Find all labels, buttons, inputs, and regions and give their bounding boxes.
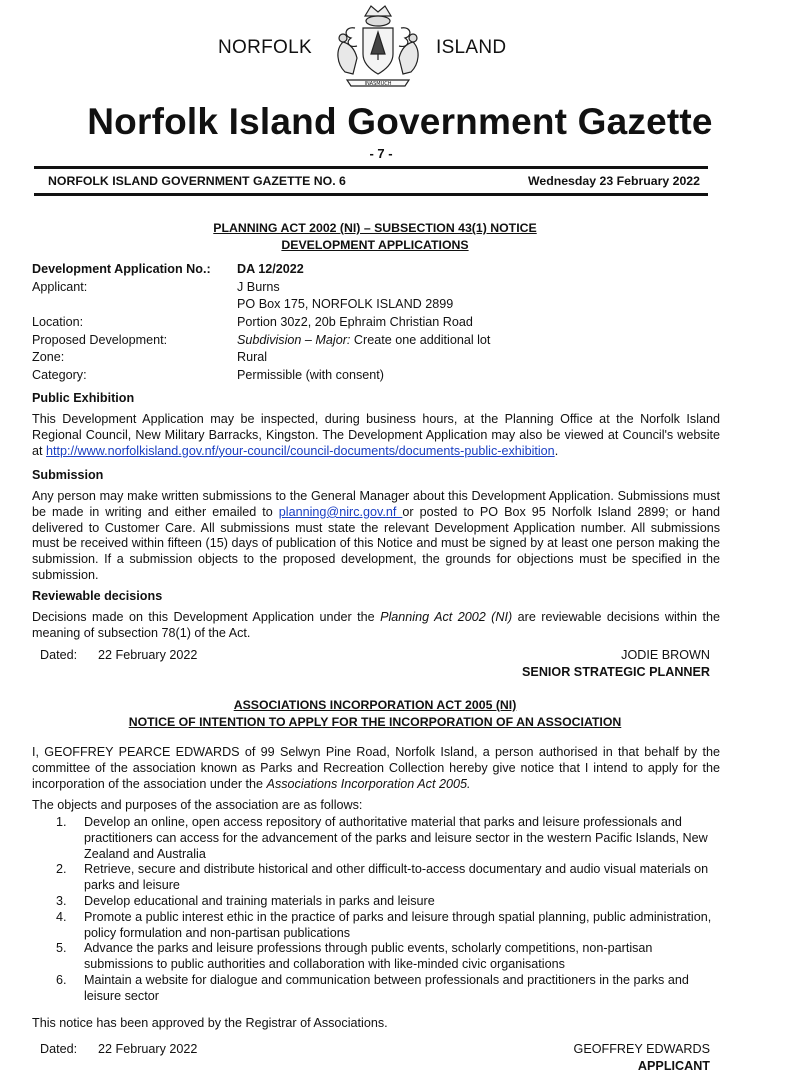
object-item-number: 4.	[56, 909, 67, 924]
object-item-text: Promote a public interest ethic in the practice of parks and leisure through spatial planning, public administration, policy formulation and non-partisan publications	[84, 909, 712, 940]
submission-body-1: Any person may make written submissions to the General Manager about this Development Application. Submissions must be made in writing and either emailed to	[32, 489, 720, 519]
proposed-value-desc: Create one additional lot	[350, 332, 491, 347]
detail-row-applicant	[32, 280, 732, 298]
reviewable-text	[32, 610, 720, 642]
notice2-signatory-title: APPLICANT	[637, 1059, 710, 1073]
object-item-text: Maintain a website for dialogue and communication between professionals and practitioners in the parks and leisure sector	[84, 972, 689, 1003]
applicant-address: PO Box 175, NORFOLK ISLAND 2899	[237, 297, 454, 312]
notice1-dated	[40, 648, 198, 664]
applicant-label: Applicant:	[32, 279, 88, 294]
objects-intro: The objects and purposes of the association are as follows:	[32, 798, 363, 812]
object-item	[32, 862, 722, 894]
objects-list	[32, 815, 722, 1005]
detail-row-zone	[32, 350, 732, 368]
notice2-intro	[32, 745, 720, 792]
submission-body-2: or posted to PO Box 95 Norfolk Island 2899; or hand delivered to Customer Care. All submissions must state the relevant Development Application number. All submissions must be received within fifteen (15) days of publication of this Notice and must be signed by at least one person making the submission. If a submission objects to the proposed development, the grounds for objections must be specified in the submission.	[32, 504, 720, 582]
gazette-title: Norfolk Island Government Gazette	[87, 101, 713, 142]
notice1-heading-1: PLANNING ACT 2002 (NI) – SUBSECTION 43(1) NOTICE	[213, 221, 537, 235]
planning-act-citation: Planning Act 2002 (NI)	[380, 610, 513, 624]
notice2-heading-2: NOTICE OF INTENTION TO APPLY FOR THE INCORPORATION OF AN ASSOCIATION	[128, 715, 622, 729]
detail-row-applicant-address	[32, 297, 732, 315]
page-number: - 7 -	[369, 146, 393, 161]
zone-value: Rural	[237, 350, 268, 365]
coat-of-arms-icon	[325, 2, 431, 94]
object-item-number: 6.	[56, 972, 67, 987]
associations-act-citation: Associations Incorporation Act 2005.	[266, 776, 471, 791]
object-item	[32, 973, 722, 1005]
proposed-value	[237, 333, 490, 349]
notice2-intro-body: I, GEOFFREY PEARCE EDWARDS of 99 Selwyn Pine Road, Norfolk Island, a person authorised in that behalf by the committee of the association known as Parks and Recreation Collection hereby give notice that I intend to apply for the incorporation of the association under the	[32, 745, 720, 791]
gazette-number: NORFOLK ISLAND GOVERNMENT GAZETTE NO. 6	[48, 174, 346, 188]
masthead-right-word: ISLAND	[436, 37, 507, 58]
issue-date: Wednesday 23 February 2022	[527, 174, 700, 188]
category-label: Category:	[32, 368, 87, 383]
object-item-number: 1.	[56, 815, 67, 829]
object-item-number: 2.	[56, 862, 67, 877]
location-label: Location:	[32, 315, 84, 330]
issue-banner	[48, 174, 700, 190]
notice2-dated-value: 22 February 2022	[98, 1042, 198, 1056]
notice1-heading-2: DEVELOPMENT APPLICATIONS	[281, 238, 469, 252]
public-exhibition-heading: Public Exhibition	[32, 391, 135, 405]
banner-top-rule	[34, 166, 708, 169]
application-details	[32, 262, 732, 386]
notice2-signatory-name: GEOFFREY EDWARDS	[573, 1042, 710, 1056]
detail-row-proposed	[32, 333, 732, 351]
public-exhibition-text	[32, 412, 720, 459]
public-exhibition-body: This Development Application may be inspected, during business hours, at the Planning Office at the Norfolk Island Regional Council, New Military Barracks, Kingston. The Development Application may also be viewed at Council's website at	[32, 412, 720, 458]
submission-heading: Submission	[32, 468, 104, 482]
planning-email-link[interactable]: planning@nirc.gov.nf	[278, 504, 403, 519]
object-item-text: Advance the parks and leisure professions through public events, scholarly competitions, non-partisan submissions to public authorities and collaboration with like-minded civic organisations	[84, 941, 653, 972]
app-no-value: DA 12/2022	[237, 262, 304, 276]
masthead-left-word: NORFOLK	[218, 37, 312, 58]
detail-row-category	[32, 368, 732, 386]
crest-motto: INASMUCH	[364, 81, 392, 87]
submission-text	[32, 489, 720, 584]
notice1-dated-label: Dated:	[40, 648, 78, 662]
proposed-value-type: Subdivision – Major:	[237, 332, 351, 347]
notice2-dated-label: Dated:	[40, 1042, 78, 1056]
object-item-text: Develop an online, open access repository of authoritative material that parks and leisure professionals and practitioners can access for the advancement of the parks and leisure sector in the western Pacific Islands, New Zealand and Australia	[84, 815, 708, 861]
notice2-dated	[40, 1042, 198, 1058]
object-item-number: 3.	[56, 893, 67, 908]
masthead	[0, 0, 800, 108]
location-value: Portion 30z2, 20b Ephraim Christian Road	[237, 315, 473, 330]
reviewable-body-2: are reviewable decisions within the meaning of subsection 78(1) of the Act.	[32, 610, 720, 640]
notice1-signatory-name: JODIE BROWN	[621, 648, 710, 662]
notice2-heading-1: ASSOCIATIONS INCORPORATION ACT 2005 (NI)	[233, 698, 517, 712]
proposed-label: Proposed Development:	[32, 332, 168, 347]
app-no-label: Development Application No.:	[32, 262, 211, 276]
reviewable-heading: Reviewable decisions	[32, 589, 163, 603]
object-item	[32, 910, 722, 942]
applicant-name: J Burns	[237, 279, 280, 294]
detail-row-app-no	[32, 262, 732, 280]
object-item	[32, 815, 722, 862]
notice1-dated-value: 22 February 2022	[98, 648, 198, 662]
registrar-approval: This notice has been approved by the Registrar of Associations.	[32, 1016, 388, 1030]
public-exhibition-period: .	[554, 443, 559, 458]
category-value: Permissible (with consent)	[237, 368, 384, 383]
object-item-number: 5.	[56, 941, 67, 956]
banner-bottom-rule	[34, 193, 708, 196]
public-exhibition-link[interactable]: http://www.norfolkisland.gov.nf/your-council/council-documents/documents-public-exhibition	[46, 443, 555, 458]
object-item	[32, 894, 722, 910]
object-item-text: Develop educational and training materials in parks and leisure	[84, 893, 435, 908]
object-item	[32, 941, 722, 973]
zone-label: Zone:	[32, 350, 65, 365]
reviewable-body-1: Decisions made on this Development Application under the	[32, 610, 381, 624]
detail-row-location	[32, 315, 732, 333]
notice1-signatory-title: SENIOR STRATEGIC PLANNER	[522, 665, 710, 679]
object-item-text: Retrieve, secure and distribute historical and other difficult-to-access documentary and audio visual materials on parks and leisure	[84, 862, 709, 893]
